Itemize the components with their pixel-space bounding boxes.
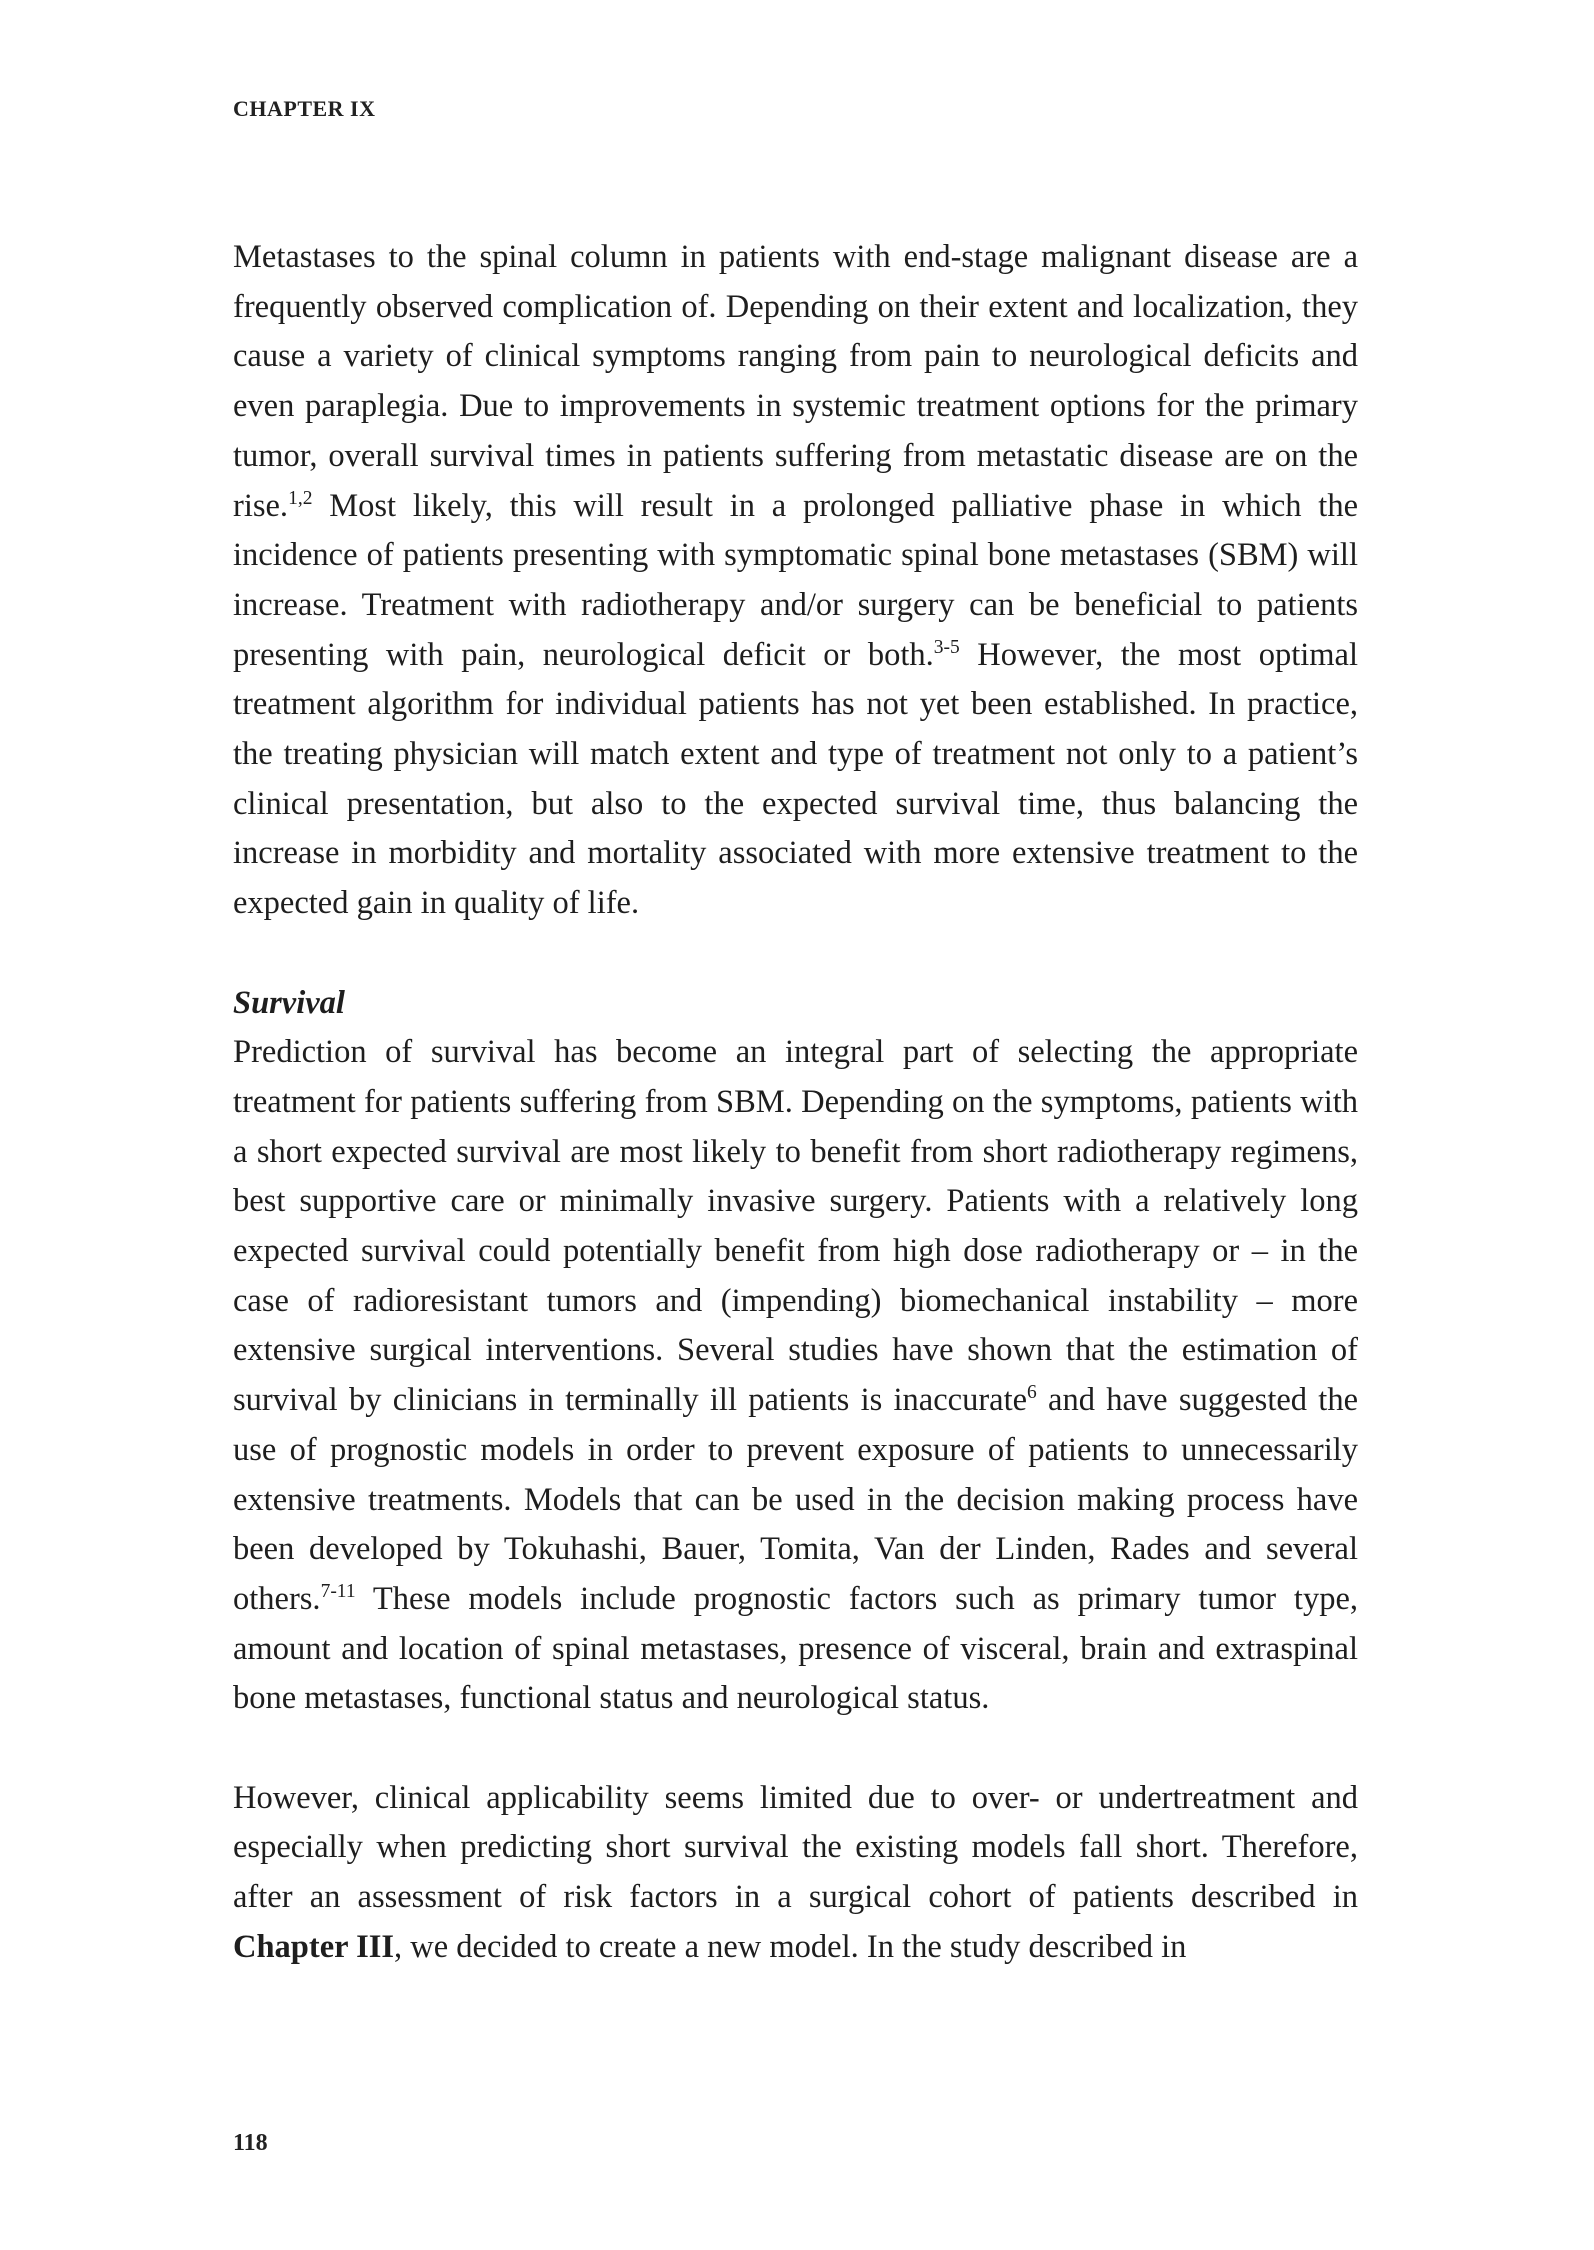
page-number: 118 [233, 2130, 268, 2156]
paragraph-intro-text-2: Most likely, this will result in a prolonged palliative phase in which the incidence of patients presenting with symptomatic spinal bone metastases (SBM) will increase. Treatment with radiotherapy and/or surgery can be beneficial to patients presenting with pain, neurological deficit or both. [233, 487, 1358, 673]
paragraph-model-text-2: , we decided to create a new model. In the study described in [394, 1928, 1187, 1965]
citation-ref: 6 [1027, 1382, 1037, 1404]
paragraph-gap [233, 1724, 1358, 1774]
paragraph-intro [233, 233, 1358, 929]
chapter-reference: Chapter III [233, 1928, 395, 1965]
paragraph-survival-text-1: Prediction of survival has become an integral part of selecting the appropriate treatment for patients suffering from SBM. Depending on the symptoms, patients with a short expected survival are most likely to benefit from short radiotherapy regimens, best supportive care or minimally invasive surgery. Patients with a relatively long expected survival could potentially benefit from high dose radiotherapy or – in the case of radioresistant tumors and (impending) biomechanical instability – more extensive surgical interventions. Several studies have shown that the estimation of survival by clinicians in terminally ill patients is inaccurate [233, 1034, 1358, 1419]
paragraph-intro-text-1: Metastases to the spinal column in patients with end-stage malignant disease are a frequently observed complication of. Depending on their extent and localization, they cause a variety of clinical symptoms ranging from pain to neurological deficits and even paraplegia. Due to improvements in systemic treatment options for the primary tumor, overall survival times in patients suffering from metastatic disease are on the rise. [233, 239, 1358, 524]
citation-ref: 7-11 [320, 1581, 356, 1603]
section-heading-survival: Survival [233, 984, 345, 1021]
paragraph-intro-text-3: However, the most optimal treatment algorithm for individual patients has not yet been established. In practice, the treating physician will match extent and type of treatment not only to a patient’s clinical presentation, but also to the expected survival time, thus balancing the increase in morbidity and mortality associated with more extensive treatment to the expected gain in quality of life. [233, 636, 1358, 922]
paragraph-model [233, 1774, 1358, 1973]
paragraph-survival-text-2: and have suggested the use of prognostic models in order to prevent exposure of patients to unnecessarily extensive treatments. Models that can be used in the decision making process have been developed by Tokuhashi, Bauer, Tomita, Van der Linden, Rades and several others. [233, 1382, 1358, 1617]
body-text [233, 233, 1358, 1973]
citation-ref: 3-5 [933, 636, 960, 658]
running-head: CHAPTER IX [233, 96, 376, 121]
paragraph-gap [233, 929, 1358, 979]
paragraph-model-text-1: However, clinical applicability seems limited due to over- or undertreatment and especially when predicting short survival the existing models fall short. Therefore, after an assessment of risk factors in a surgical cohort of patients described in [233, 1779, 1358, 1916]
paragraph-survival-text-3: These models include prognostic factors such as primary tumor type, amount and location of spinal metastases, presence of visceral, brain and extraspinal bone metastases, functional status and neurological status. [233, 1580, 1358, 1717]
paragraph-survival [233, 1028, 1358, 1724]
citation-ref: 1,2 [288, 487, 313, 509]
